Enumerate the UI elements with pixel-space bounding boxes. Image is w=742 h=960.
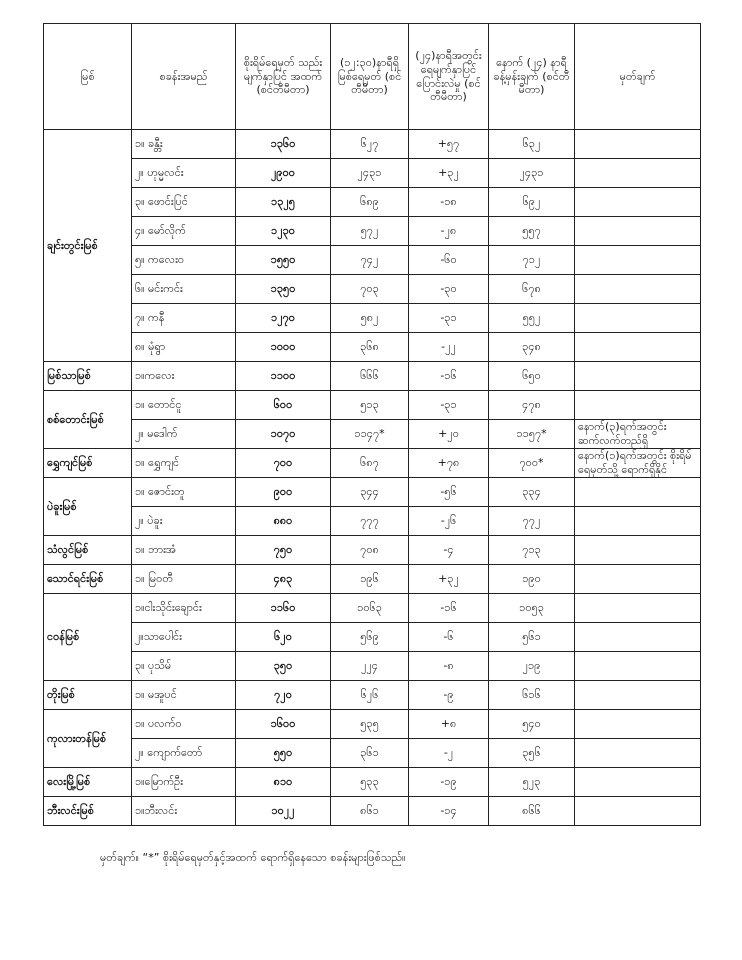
forecast-cell: ၆၇၈ (489, 275, 575, 304)
header-row (44, 24, 701, 130)
current-level-cell: ၆၆၆ (331, 362, 409, 391)
remark-cell (575, 710, 701, 739)
table-row (44, 594, 701, 623)
forecast-cell: ၁၉၀ (489, 565, 575, 594)
current-level-cell: ၇၄၂ (331, 246, 409, 275)
current-level-cell: ၁၉၆ (331, 565, 409, 594)
current-level-cell: ၂၄၃၁ (331, 159, 409, 188)
change-cell: -၂၈ (409, 217, 489, 246)
change-cell: -၁၉ (409, 768, 489, 797)
table-row (44, 478, 701, 507)
change-cell: +၃၂ (409, 565, 489, 594)
river-name: မြစ်သာမြစ် (44, 362, 132, 391)
table-row (44, 652, 701, 681)
remark-cell (575, 130, 701, 159)
station-name: ၁။ မအူပင် (132, 681, 236, 710)
station-name: ၄။ မော်လိုက် (132, 217, 236, 246)
current-level-cell: ၆၈၇ (331, 449, 409, 478)
forecast-cell: ၃၅၆ (489, 739, 575, 768)
river-name: ဘီးလင်းမြစ် (44, 797, 132, 826)
danger-level-cell: ၁၃၅၀ (236, 275, 331, 304)
danger-level-cell: ၁၃၆၀ (236, 130, 331, 159)
station-name: ၆။ မင်းကင်း (132, 275, 236, 304)
danger-level-cell: ၅၅၀ (236, 739, 331, 768)
change-cell: -၃၁ (409, 304, 489, 333)
river-name: စစ်တောင်းမြစ် (44, 391, 132, 449)
station-name: ၂။ ကျောက်တော် (132, 739, 236, 768)
forecast-cell: ၅၅၂ (489, 304, 575, 333)
table-body (44, 130, 701, 826)
table-row (44, 797, 701, 826)
remark-cell (575, 275, 701, 304)
remark-cell (575, 246, 701, 275)
river-name: သံလွင်မြစ် (44, 536, 132, 565)
remark-cell: နောက်(၃)ရက်အတွင်း ဆက်လက်တည်ရှိ (575, 420, 701, 449)
forecast-cell: ၅၄၀ (489, 710, 575, 739)
station-name: ၂။ မဒေါက် (132, 420, 236, 449)
current-level-cell: ၃၄၄ (331, 478, 409, 507)
forecast-cell: ၆၃၂ (489, 130, 575, 159)
remark-cell: နောက်(၁)ရက်အတွင်း စိုးရိမ်ရေမှတ်သို့ ရောက်ရှိနိုင် (575, 449, 701, 478)
danger-level-cell: ၄၈၃ (236, 565, 331, 594)
danger-level-cell: ၁၂၃၀ (236, 217, 331, 246)
danger-level-cell: ၇၀၀ (236, 449, 331, 478)
forecast-cell: ၅၂၃ (489, 768, 575, 797)
current-level-cell: ၃၆၁ (331, 739, 409, 768)
forecast-cell: ၅၅၇ (489, 217, 575, 246)
river-name: တိုးမြစ် (44, 681, 132, 710)
forecast-cell: ၂၄၃၁ (489, 159, 575, 188)
table-row (44, 217, 701, 246)
table-row (44, 768, 701, 797)
river-name: ပဲခူးမြစ် (44, 478, 132, 536)
change-cell: -၂ (409, 739, 489, 768)
remark-cell (575, 594, 701, 623)
header-current-level: (၁၂:၃၀)နာရီရှိ မြစ်ရေမှတ် (စင်တီမီတာ) (331, 24, 409, 130)
station-name: ၁။ ဇောင်းတူ (132, 478, 236, 507)
change-cell: -၁၄ (409, 797, 489, 826)
station-name: ၁။ကလေး (132, 362, 236, 391)
forecast-cell: ၆၅၀ (489, 362, 575, 391)
forecast-cell: ၂၁၉ (489, 652, 575, 681)
station-name: ၁။ ခန္တီး (132, 130, 236, 159)
forecast-cell: ၁၁၅၇* (489, 420, 575, 449)
remark-cell (575, 768, 701, 797)
station-name: ၃။ ဖောင်းပြင် (132, 188, 236, 217)
table-row (44, 507, 701, 536)
danger-level-cell: ၃၅၀ (236, 652, 331, 681)
table-row (44, 130, 701, 159)
forecast-cell: ၇၁၃ (489, 536, 575, 565)
table-row (44, 391, 701, 420)
forecast-cell: ၃၄၈ (489, 333, 575, 362)
danger-level-cell: ၁၁၆၀ (236, 594, 331, 623)
station-name: ၈။ မုံရွာ (132, 333, 236, 362)
change-cell: -၁၈ (409, 188, 489, 217)
station-name: ၁။ဘီးလင်း (132, 797, 236, 826)
station-name: ၇။ ကနီ (132, 304, 236, 333)
forecast-cell: ၃၃၄ (489, 478, 575, 507)
river-name: ငဝန်မြစ် (44, 594, 132, 681)
river-name: လေးမြို့မြစ် (44, 768, 132, 797)
current-level-cell: ၂၂၄ (331, 652, 409, 681)
station-name: ၃။ ပုသိမ် (132, 652, 236, 681)
table-row (44, 304, 701, 333)
danger-level-cell: ၁၅၅၀ (236, 246, 331, 275)
river-name: ချင်းတွင်းမြစ် (44, 130, 132, 362)
table-row (44, 536, 701, 565)
remark-cell (575, 159, 701, 188)
change-cell: -၁၆ (409, 362, 489, 391)
forecast-cell: ၈၆၆ (489, 797, 575, 826)
current-level-cell: ၇၀၈ (331, 536, 409, 565)
danger-level-cell: ၁၂၇၀ (236, 304, 331, 333)
station-name: ၁။ တောင်ငူ (132, 391, 236, 420)
header-river: မြစ် (44, 24, 132, 130)
river-name: ရွှေကျင်မြစ် (44, 449, 132, 478)
danger-level-cell: ၇၅၀ (236, 536, 331, 565)
change-cell: -၂၆ (409, 507, 489, 536)
forecast-cell: ၄၇၈ (489, 391, 575, 420)
remark-cell (575, 565, 701, 594)
change-cell: -၆ (409, 623, 489, 652)
table-row (44, 623, 701, 652)
remark-cell (575, 536, 701, 565)
station-name: ၁။ ပလက်ဝ (132, 710, 236, 739)
change-cell: +၈ (409, 710, 489, 739)
forecast-cell: ၁၀၅၃ (489, 594, 575, 623)
station-name: ၂။ ဟုမ္မလင်း (132, 159, 236, 188)
forecast-cell: ၇၁၂ (489, 246, 575, 275)
table-row (44, 188, 701, 217)
current-level-cell: ၅၆၉ (331, 623, 409, 652)
current-level-cell: ၆၂၆ (331, 681, 409, 710)
change-cell: -၃၁ (409, 391, 489, 420)
forecast-cell: ၆၉၂ (489, 188, 575, 217)
change-cell: +၃၂ (409, 159, 489, 188)
station-name: ၂။သာပေါင်း (132, 623, 236, 652)
danger-level-cell: ၁၃၂၅ (236, 188, 331, 217)
current-level-cell: ၆၂၇ (331, 130, 409, 159)
forecast-cell: ၆၁၆ (489, 681, 575, 710)
change-cell: -၆၀ (409, 246, 489, 275)
forecast-cell: ၇၀၀* (489, 449, 575, 478)
station-name: ၁။ငါးသိုင်းချောင်း (132, 594, 236, 623)
danger-level-cell: ၈၁၀ (236, 768, 331, 797)
river-name: သောင်ရင်းမြစ် (44, 565, 132, 594)
change-cell: -၉ (409, 681, 489, 710)
table-row (44, 275, 701, 304)
change-cell: -၅၆ (409, 478, 489, 507)
table-row (44, 710, 701, 739)
header-24h-change: (၂၄)နာရီအတွင်း ရေမျက်နှာပြင် ပြောင်းလဲမှု (စင်တီမီတာ) (409, 24, 489, 130)
change-cell: -၃၀ (409, 275, 489, 304)
danger-level-cell: ၁၁၀၀ (236, 362, 331, 391)
danger-level-cell: ၆၀၀ (236, 391, 331, 420)
remark-cell (575, 623, 701, 652)
header-remark: မှတ်ချက် (575, 24, 701, 130)
change-cell: -၁၆ (409, 594, 489, 623)
current-level-cell: ၃၆၈ (331, 333, 409, 362)
current-level-cell: ၈၆၁ (331, 797, 409, 826)
current-level-cell: ၁၀၆၃ (331, 594, 409, 623)
danger-level-cell: ၆၂၀ (236, 623, 331, 652)
table-row (44, 565, 701, 594)
station-name: ၁။ ဘားအံ (132, 536, 236, 565)
danger-level-cell: ၈၈၀ (236, 507, 331, 536)
danger-level-cell: ၁၀၂၂ (236, 797, 331, 826)
remark-cell (575, 188, 701, 217)
current-level-cell: ၇၇၇ (331, 507, 409, 536)
river-name: ကုလားတန်မြစ် (44, 710, 132, 768)
table-row (44, 449, 701, 478)
station-name: ၂။ ပဲခူး (132, 507, 236, 536)
header-station: စခန်းအမည် (132, 24, 236, 130)
danger-level-cell: ၂၉၀၀ (236, 159, 331, 188)
change-cell: -၈ (409, 652, 489, 681)
forecast-cell: ၇၇၂ (489, 507, 575, 536)
forecast-cell: ၅၆၁ (489, 623, 575, 652)
table-row (44, 333, 701, 362)
change-cell: -၄ (409, 536, 489, 565)
station-name: ၁။ ရွှေကျင် (132, 449, 236, 478)
remark-cell (575, 304, 701, 333)
current-level-cell: ၁၁၄၇* (331, 420, 409, 449)
table-row (44, 420, 701, 449)
footnote: မှတ်ချက်။ “*” စိုးရိမ်ရေမှတ်နှင့်အထက် ရောက်ရှိနေသော စခန်းများဖြစ်သည်။ (100, 851, 406, 864)
table-row (44, 681, 701, 710)
table-row (44, 739, 701, 768)
remark-cell (575, 362, 701, 391)
header-forecast: နောက် (၂၄) နာရီ ခန့်မှန်းချက် (စင်တီမီတာ) (489, 24, 575, 130)
station-name: ၅။ ကလေးဝ (132, 246, 236, 275)
remark-cell (575, 217, 701, 246)
table-row (44, 246, 701, 275)
remark-cell (575, 333, 701, 362)
current-level-cell: ၅၃၃ (331, 768, 409, 797)
change-cell: -၂၂ (409, 333, 489, 362)
current-level-cell: ၆၈၉ (331, 188, 409, 217)
danger-level-cell: ၁၆၀၀ (236, 710, 331, 739)
danger-level-cell: ၉၀၀ (236, 478, 331, 507)
header-danger-level: စိုးရိမ်ရေမှတ် သည်းမျက်နှာပြင် အထက် (စင်တီမီတာ) (236, 24, 331, 130)
danger-level-cell: ၁၀၀၀ (236, 333, 331, 362)
current-level-cell: ၅၃၅ (331, 710, 409, 739)
danger-level-cell: ၇၂၀ (236, 681, 331, 710)
remark-cell (575, 391, 701, 420)
current-level-cell: ၅၇၂ (331, 217, 409, 246)
remark-cell (575, 797, 701, 826)
water-level-table (43, 23, 701, 826)
current-level-cell: ၅၁၃ (331, 391, 409, 420)
table-row (44, 159, 701, 188)
remark-cell (575, 739, 701, 768)
danger-level-cell: ၁၀၇၀ (236, 420, 331, 449)
remark-cell (575, 652, 701, 681)
station-name: ၁။မြောက်ဦး (132, 768, 236, 797)
table-row (44, 362, 701, 391)
change-cell: +၅၇ (409, 130, 489, 159)
change-cell: +၂၀ (409, 420, 489, 449)
current-level-cell: ၇၀၃ (331, 275, 409, 304)
remark-cell (575, 478, 701, 507)
change-cell: +၇၈ (409, 449, 489, 478)
remark-cell (575, 681, 701, 710)
remark-cell (575, 507, 701, 536)
station-name: ၁။ မြဝတီ (132, 565, 236, 594)
current-level-cell: ၅၈၂ (331, 304, 409, 333)
